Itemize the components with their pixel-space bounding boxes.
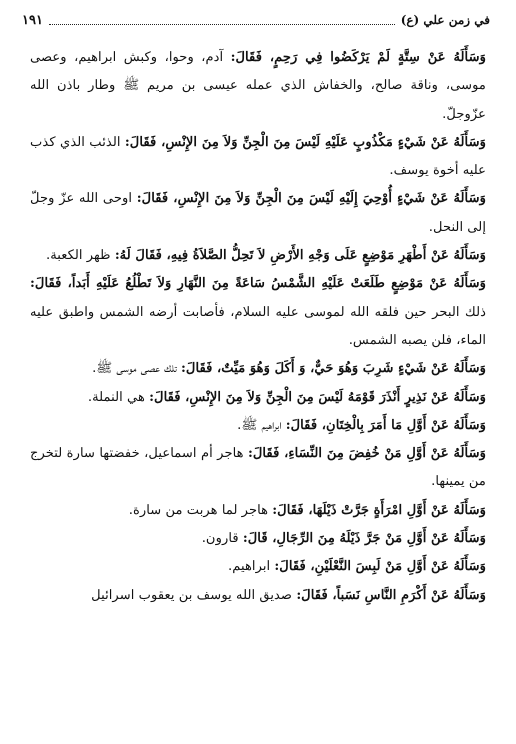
paragraph [30,44,486,129]
question-text: وَسَأَلَهُ عَنْ أَوَّلِ مَنْ جَرَّ ذَيْلَهُ مِنَ الرِّجَالِ، قَالَ: [242,531,486,547]
paragraph [30,440,486,497]
answer-text: هي النملة. [87,389,150,405]
answer-text: ظهر الكعبة. [46,248,115,264]
question-text: وَسَأَلَهُ عَنْ شَيْءٍ شَرِبَ وَهُوَ حَيٌّ، وَ أَكَلَ وَهُوَ مَيِّتٌ، فَقَالَ: [181,361,486,377]
answer-text: ابراهيم ﷺ. [237,417,286,433]
paragraph [30,129,486,186]
question-text: وَسَأَلَهُ عَنْ نَذِيرٍ أَنْذَرَ قَوْمَهُ لَيْسَ مِنَ الْجِنِّ وَلاَ مِنَ الإِنْسِ، فَقَالَ: [149,389,486,405]
answer-text: قارون. [201,531,243,547]
paragraph [30,270,486,355]
question-text: وَسَأَلَهُ عَنْ أَكْرَمِ النَّاسِ نَسَباً، فَقَالَ: [296,587,486,603]
answer-text: تلك عصى موسى ﷺ. [92,361,181,377]
paragraph [30,582,486,610]
question-text: وَسَأَلَهُ عَنْ أَوَّلِ مَنْ خُفِضَ مِنَ النِّسَاءِ، فَقَالَ: [247,446,486,462]
question-text: وَسَأَلَهُ عَنْ سِتَّةٍ لَمْ يَرْكَضُوا فِي رَحِمٍ، فَقَالَ: [230,50,486,65]
answer-text: هاجر أم اسماعيل، خفضتها سارة لتخرج من يمينها. [30,446,486,490]
paragraph [30,497,486,525]
paragraph [30,384,486,412]
dotted-leader [49,16,395,25]
question-text: وَسَأَلَهُ عَنْ أَوَّلِ مَنْ لَبِسَ النَّعْلَيْنِ، فَقَالَ: [274,559,486,575]
answer-text: اوحى الله عزّ وجلّ إلى النحل. [30,191,486,235]
running-title: في زمن علي (ع) [400,13,490,27]
question-text: وَسَأَلَهُ عَنْ شَيْءٍ مَكْذُوبٍ عَلَيْهِ لَيْسَ مِنَ الْجِنِّ وَلاَ مِنَ الإِنْسِ، فَقَالَ: [124,134,486,150]
page-body [30,44,486,610]
paragraph [30,242,486,270]
paragraph [30,553,486,581]
page-number: ١٩١ [22,12,43,28]
question-text: وَسَأَلَهُ عَنْ أَوَّلِ امْرَأَةٍ جَرَّتْ ذَيْلَهَا، فَقَالَ: [272,502,486,518]
paragraph [30,355,486,383]
paragraph [30,412,486,440]
running-header [22,6,490,34]
answer-text: آدم، وحوا، وكبش ابراهيم، وعصى موسى، وناقة صالح، والخفاش الذي عمله عيسى بن مريم ﷺ وطار باذن الله عزّوجلّ. [30,50,486,122]
answer-text: هاجر لما هربت من سارة. [128,502,273,518]
paragraph [30,185,486,242]
question-text: وَسَأَلَهُ عَنْ شَيْءٍ أُوْحِيَ إِلَيْهِ لَيْسَ مِنَ الْجِنِّ وَلاَ مِنَ الإِنْسِ، فَقَالَ: [136,191,486,207]
paragraph [30,525,486,553]
question-text: وَسَأَلَهُ عَنْ أَطْهَرِ مَوْضِعٍ عَلَى وَجْهِ الأَرْضِ لاَ تَحِلُّ الصَّلاَةُ فِيهِ، فَقَالَ لَهُ: [114,248,486,264]
question-text: وَسَأَلَهُ عَنْ مَوْضِعٍ طَلَعَتْ عَلَيْهِ الشَّمْسُ سَاعَةً مِنَ النَّهَارِ وَلاَ تَطْلُعُ عَلَيْهِ أَبَداً، فَقَالَ: [30,276,486,292]
answer-text: ابراهيم. [228,559,275,575]
answer-text: ذلك البحر حين فلقه الله لموسى عليه السلام، فأصابت أرضه الشمس واطبق عليه الماء، فلن يصبه الشمس. [30,304,486,348]
answer-text: صديق الله يوسف بن يعقوب اسرائيل [91,587,297,603]
question-text: وَسَأَلَهُ عَنْ أَوَّلِ مَا أَمَرَ بِالْخِتَانِ، فَقَالَ: [285,417,486,433]
answer-text: الذئب الذي كذب عليه أخوة يوسف. [30,134,486,179]
